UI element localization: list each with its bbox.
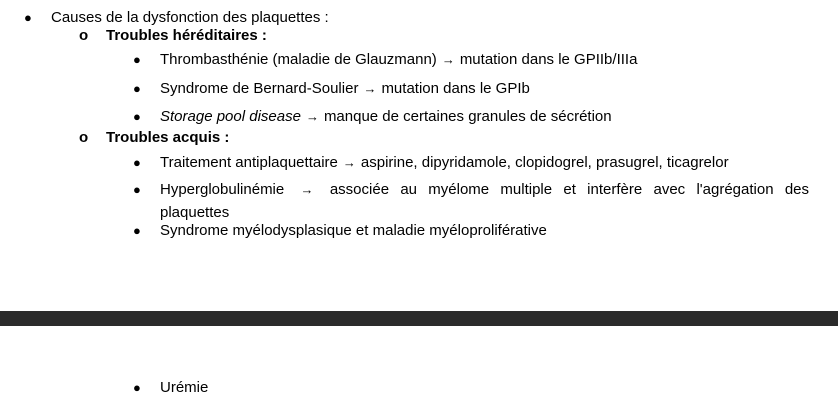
item-effect: manque de certaines granules de sécrétion	[323, 108, 612, 125]
item-continuation: plaquettes	[160, 204, 230, 221]
item-effect: mutation dans le GPIIb/IIIa	[459, 51, 638, 68]
arrow-icon: →	[305, 109, 319, 124]
circle-bullet-icon: o	[79, 27, 89, 44]
arrow-icon: →	[300, 182, 314, 197]
document-page-2	[0, 326, 838, 409]
acquired-heading: Troubles acquis :	[106, 129, 230, 146]
list-item	[160, 80, 530, 98]
list-item	[160, 108, 612, 126]
hereditary-heading: Troubles héréditaires :	[106, 27, 267, 44]
item-effect: aspirine, dipyridamole, clopidogrel, prasugrel, ticagrelor	[360, 154, 729, 171]
item-effect: associée au myélome multiple et interfère avec l'agrégation des	[329, 181, 810, 198]
list-item: Syndrome myélodysplasique et maladie myéloproliférative	[160, 222, 547, 239]
arrow-icon: →	[441, 52, 455, 67]
bullet-disc-icon: ●	[24, 10, 32, 25]
list-item	[160, 51, 637, 69]
item-cause: Hyperglobulinémie	[160, 181, 285, 198]
bullet-disc-icon: ●	[133, 81, 141, 96]
bullet-disc-icon: ●	[133, 182, 141, 197]
intro-label: Causes de la dysfonction des plaquettes :	[51, 9, 329, 26]
page-break-divider	[0, 311, 838, 326]
item-cause: Thrombasthénie (maladie de Glauzmann)	[160, 51, 437, 68]
bullet-disc-icon: ●	[133, 155, 141, 170]
bullet-disc-icon: ●	[133, 223, 141, 238]
list-item	[160, 181, 809, 199]
bullet-disc-icon: ●	[133, 109, 141, 124]
bullet-disc-icon: ●	[133, 380, 141, 395]
circle-bullet-icon: o	[79, 129, 89, 146]
arrow-icon: →	[342, 155, 356, 170]
item-cause: Syndrome de Bernard-Soulier	[160, 80, 359, 97]
item-effect: mutation dans le GPIb	[381, 80, 530, 97]
list-item	[160, 154, 729, 172]
bullet-disc-icon: ●	[133, 52, 141, 67]
item-cause: Traitement antiplaquettaire	[160, 154, 338, 171]
arrow-icon: →	[363, 81, 377, 96]
item-cause: Storage pool disease	[160, 108, 301, 125]
list-item: Urémie	[160, 379, 209, 396]
